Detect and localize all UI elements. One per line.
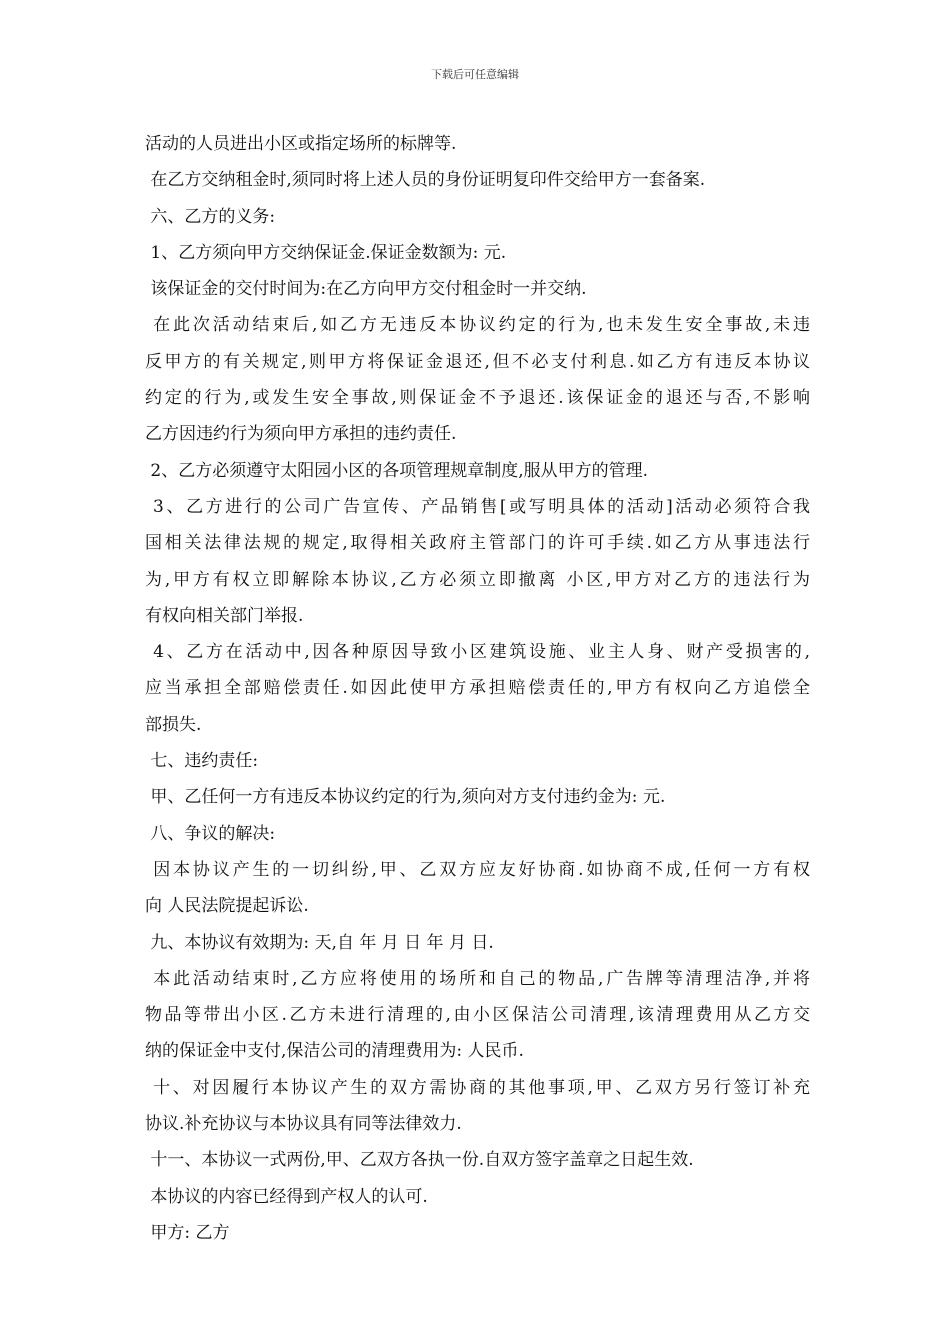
text-line: 约定的行为,或发生安全事故,则保证金不予退还.该保证金的退还与否,不影响 [145, 388, 810, 409]
text-line: 纳的保证金中支付,保洁公司的清理费用为: 人民币. [145, 1041, 524, 1062]
text-line: 在乙方交纳租金时,须同时将上述人员的身份证明复印件交给甲方一套备案. [145, 170, 706, 191]
text-line: 物品等带出小区.乙方未进行清理的,由小区保洁公司清理,该清理费用从乙方交 [145, 1005, 810, 1026]
text-line: 2、乙方必须遵守太阳园小区的各项管理规章制度,服从甲方的管理. [145, 460, 649, 481]
text-line: 应当承担全部赔偿责任.如因此使甲方承担赔偿责任的,甲方有权向乙方追偿全 [145, 678, 810, 699]
text-line: 六、乙方的义务: [145, 206, 276, 227]
text-line: 有权向相关部门举报. [145, 605, 304, 626]
text-line: 反甲方的有关规定,则甲方将保证金退还,但不必支付利息.如乙方有违反本协议 [145, 351, 810, 372]
text-line: 九、本协议有效期为: 天,自 年 月 日 年 月 日. [145, 932, 494, 953]
text-line: 3、乙方进行的公司广告宣传、产品销售[或写明具体的活动]活动必须符合我 [145, 496, 810, 517]
text-line: 在此次活动结束后,如乙方无违反本协议约定的行为,也未发生安全事故,未违 [145, 315, 810, 336]
text-line: 1、乙方须向甲方交纳保证金.保证金数额为: 元. [145, 242, 507, 263]
text-line: 因本协议产生的一切纠纷,甲、乙双方应友好协商.如协商不成,任何一方有权 [145, 859, 810, 880]
text-line: 七、违约责任: [145, 751, 259, 772]
text-line: 甲方: 乙方 [145, 1222, 230, 1243]
page-header: 下载后可任意编辑 [431, 68, 519, 81]
text-line: 向 人民法院提起诉讼. [145, 896, 309, 917]
text-line: 4、乙方在活动中,因各种原因导致小区建筑设施、业主人身、财产受损害的, [145, 642, 810, 663]
text-line: 部损失. [145, 714, 202, 735]
text-line: 甲、乙任何一方有违反本协议约定的行为,须向对方支付违约金为: 元. [145, 787, 666, 808]
text-line: 乙方因违约行为须向甲方承担的违约责任. [145, 424, 457, 445]
document-body [145, 126, 810, 1251]
text-line: 八、争议的解决: [145, 823, 276, 844]
text-line: 为,甲方有权立即解除本协议,乙方必须立即撤离 小区,甲方对乙方的违法行为 [145, 569, 810, 590]
text-line: 十、对因履行本协议产生的双方需协商的其他事项,甲、乙双方另行签订补充 [145, 1077, 810, 1098]
text-line: 国相关法律法规的规定,取得相关政府主管部门的许可手续.如乙方从事违法行 [145, 533, 810, 554]
text-line: 十一、本协议一式两份,甲、乙双方各执一份.自双方签字盖章之日起生效. [145, 1150, 694, 1171]
text-line: 协议.补充协议与本协议具有同等法律效力. [145, 1114, 462, 1135]
text-line: 本此活动结束时,乙方应将使用的场所和自己的物品,广告牌等清理洁净,并将 [145, 968, 810, 989]
text-line: 该保证金的交付时间为:在乙方向甲方交付租金时一并交纳. [145, 279, 587, 300]
text-line: 活动的人员进出小区或指定场所的标牌等. [145, 134, 457, 154]
text-line: 本协议的内容已经得到产权人的认可. [145, 1186, 428, 1207]
